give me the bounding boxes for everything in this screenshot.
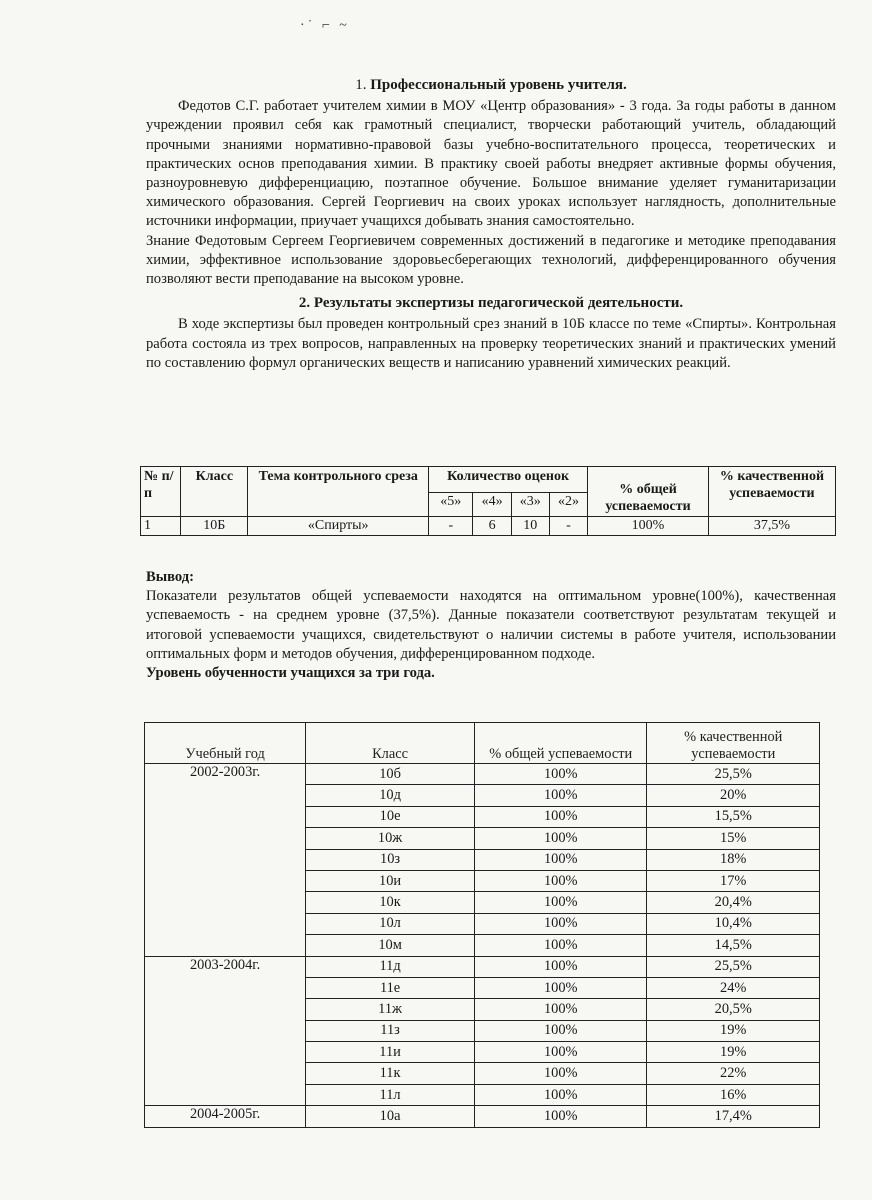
header-general: % общей успеваемости [474,723,646,764]
cell-quality: 25,5% [647,764,820,785]
cell-general: 100% [474,1106,646,1127]
table-row [141,517,836,536]
level-title: Уровень обученности учащихся за три года. [146,665,435,682]
section2-title: 2. Результаты экспертизы педагогической деятельности. [298,295,684,312]
cell-quality: 20% [647,785,820,806]
cell-quality: 25,5% [647,956,820,977]
cell-quality: 20,5% [647,999,820,1020]
conclusion-text: Показатели результатов общей успеваемости находятся на оптимальном уровне(100%), качественная успеваемость - на среднем уровне (37,5%). Данные показатели соответствуют результатам текущей и итоговой успеваемости учащихся, свидетельствуют о наличии системы в работе учителя, использовании оптимальных форм и методов обучения, дифференцированном подходе. [146,588,836,662]
cell-class: 10е [306,806,475,827]
cell-year: 2004-2005г. [145,1106,306,1127]
cell-quality: 16% [647,1084,820,1105]
cell-general: 100% [588,517,709,536]
three-year-table [144,722,820,1128]
conclusion-title: Вывод: [146,569,195,585]
cell-class: 10а [306,1106,475,1127]
cell-general: 100% [474,1042,646,1063]
header-grade-3: «3» [511,492,549,516]
cell-class: 11и [306,1042,475,1063]
cell-general: 100% [474,1063,646,1084]
header-grade-2: «2» [549,492,587,516]
header-grades: Количество оценок [429,467,588,493]
cell-quality: 19% [647,1020,820,1041]
cell-general: 100% [474,935,646,956]
cell-quality: 17% [647,870,820,891]
cell-quality: 14,5% [647,935,820,956]
main-text [146,76,836,373]
cell-general: 100% [474,764,646,785]
header-class: Класс [306,723,475,764]
header-quality: % качественной успеваемости [647,723,820,764]
cell-year: 2002-2003г. [145,764,306,957]
header-class: Класс [181,467,248,517]
cell-general: 100% [474,1084,646,1105]
table-row [145,1106,820,1127]
cell-quality: 15% [647,828,820,849]
header-grade-4: «4» [473,492,511,516]
cell-quality: 18% [647,849,820,870]
cell-general: 100% [474,828,646,849]
cell-general: 100% [474,956,646,977]
cell-grade-5: - [429,517,473,536]
cell-general: 100% [474,806,646,827]
cell-num: 1 [141,517,181,536]
cell-class: 11ж [306,999,475,1020]
cell-general: 100% [474,892,646,913]
section1-number: 1. [355,77,367,93]
scan-marks: ·˙ ⌐ ~ [300,18,350,33]
cell-quality: 15,5% [647,806,820,827]
cell-class: 10л [306,913,475,934]
table-row [145,956,820,977]
control-test-table [140,466,836,536]
cell-quality: 19% [647,1042,820,1063]
cell-class: 10к [306,892,475,913]
cell-general: 100% [474,849,646,870]
cell-grade-3: 10 [511,517,549,536]
section1-paragraph2: Знание Федотовым Сергеем Георгиевичем современных достижений в педагогике и методике преподавания химии, эффективное использование здоровьесберегающих технологий, дифференцированного обучения позволяют вести преподавание на высоком уровне. [146,232,836,288]
cell-class: 10б [306,764,475,785]
header-quality: % качественной успеваемости [708,467,835,517]
cell-quality: 24% [647,977,820,998]
conclusion-block [146,568,836,683]
cell-class: 11к [306,1063,475,1084]
cell-class: 11е [306,977,475,998]
cell-class: 11з [306,1020,475,1041]
section1-paragraph1: Федотов С.Г. работает учителем химии в МОУ «Центр образования» - 3 года. За годы работы в данном учреждении проявил себя как грамотный специалист, творчески работающий учитель, обладающий прочными знаниями нормативно-правовой базы учебно-воспитательного процесса, теоретических и практических основ преподавания химии. В практику своей работы внедряет активные формы обучения, разноуровневую дифференциацию, поэтапное обучение. Большое внимание уделяет гуманитаризации химического образования. Сергей Георгиевич на своих уроках использует наглядность, дополнительные источники информации, приучает учащихся добывать знания самостоятельно. [146,98,836,230]
header-grade-5: «5» [429,492,473,516]
table-row [145,764,820,785]
cell-class: 10ж [306,828,475,849]
cell-topic: «Спирты» [248,517,429,536]
cell-quality: 20,4% [647,892,820,913]
cell-general: 100% [474,977,646,998]
header-num: № п/п [141,467,181,517]
cell-class: 11д [306,956,475,977]
cell-class: 10д [306,785,475,806]
cell-class: 10и [306,870,475,891]
section1-title: Профессиональный уровень учителя. [370,77,627,93]
cell-class: 10з [306,849,475,870]
cell-quality: 37,5% [708,517,835,536]
cell-class: 10м [306,935,475,956]
cell-grade-2: - [549,517,587,536]
cell-general: 100% [474,999,646,1020]
section1-heading [146,76,836,95]
cell-class: 10Б [181,517,248,536]
cell-quality: 17,4% [647,1106,820,1127]
cell-general: 100% [474,785,646,806]
cell-general: 100% [474,870,646,891]
cell-grade-4: 6 [473,517,511,536]
cell-year: 2003-2004г. [145,956,306,1106]
header-year: Учебный год [145,723,306,764]
cell-general: 100% [474,1020,646,1041]
header-topic: Тема контрольного среза [248,467,429,517]
cell-quality: 22% [647,1063,820,1084]
cell-general: 100% [474,913,646,934]
cell-quality: 10,4% [647,913,820,934]
header-general: % общей успеваемости [588,467,709,517]
cell-class: 11л [306,1084,475,1105]
section2-paragraph: В ходе экспертизы был проведен контрольный срез знаний в 10Б классе по теме «Спирты». Контрольная работа состояла из трех вопросов, направленных на проверку теоретических знаний и практических умений по составлению формул органических веществ и написанию уравнений химических реакций. [146,316,836,371]
